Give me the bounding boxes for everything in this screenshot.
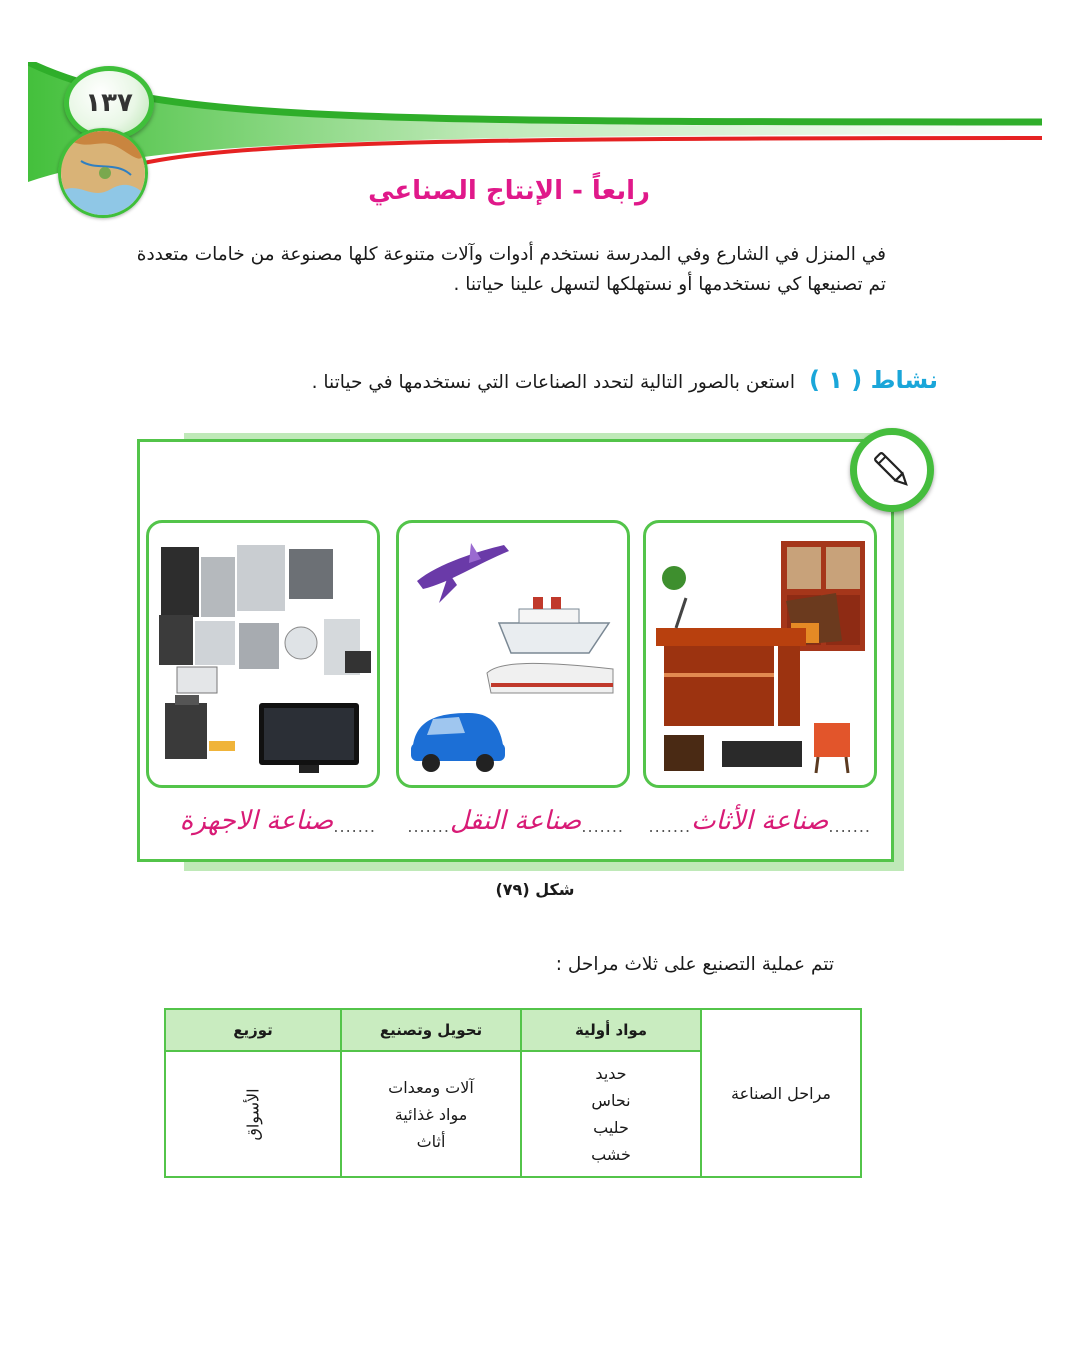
intro-line-1: في المنزل في الشارع وفي المدرسة نستخدم أدوات وآلات متنوعة كلها مصنوعة من خامات متعددة (136, 244, 886, 265)
list-item: حديد (595, 1064, 627, 1083)
answer-dots: ....... (581, 817, 624, 836)
intro-line-2: تم تصنيعها كي نستخدمها أو نستهلكها لتسهل علينا حياتنا . (453, 274, 886, 295)
header-processing: تحويل وتصنيع (341, 1009, 521, 1051)
answer-dots: ....... (648, 817, 692, 836)
header-raw-materials: مواد أولية (521, 1009, 701, 1051)
section-title: رابعاً - الإنتاج الصناعي (368, 176, 650, 206)
transport-illustration (399, 523, 627, 785)
panel-appliances (146, 520, 380, 788)
answer-dots: ....... (333, 817, 376, 836)
activity-heading (312, 366, 938, 394)
answer-dots: ....... (407, 817, 450, 836)
stages-intro: تتم عملية التصنيع على ثلاث مراحل : (555, 954, 834, 975)
raw-materials-cell (521, 1051, 701, 1177)
figure-caption: شكل (٧٩) (495, 880, 575, 899)
list-item: نحاس (591, 1091, 631, 1110)
list-item: أثاث (416, 1131, 446, 1151)
furniture-illustration (646, 523, 874, 785)
list-item: خشب (591, 1145, 631, 1164)
pencil-badge (850, 428, 934, 512)
panel-transport (396, 520, 630, 788)
activity-text: استعن بالصور التالية لتحدد الصناعات التي نستخدمها في حياتنا . (311, 372, 796, 393)
table-header-row (165, 1009, 861, 1051)
header-distribution: توزيع (165, 1009, 341, 1051)
answer-appliances-text: صناعة الاجهزة (179, 806, 334, 836)
distribution-cell (165, 1051, 341, 1177)
page-number: ١٣٧ (85, 88, 133, 118)
distribution-text: الأسواق (243, 1087, 263, 1141)
panel-furniture (643, 520, 877, 788)
stages-table (164, 1008, 862, 1178)
activity-label: نشاط ( ١ ) (808, 366, 938, 394)
answer-furniture (648, 796, 871, 836)
answer-appliances (158, 796, 376, 836)
answer-transport-text: صناعة النقل (449, 806, 582, 836)
pencil-icon (868, 446, 916, 494)
answer-transport (407, 796, 624, 836)
intro-paragraph (126, 240, 886, 300)
answer-furniture-text: صناعة الأثاث (691, 806, 829, 836)
list-item: آلات ومعدات (388, 1077, 474, 1097)
list-item: حليب (593, 1118, 629, 1137)
map-thumbnail (58, 128, 148, 218)
row-label: مراحل الصناعة (701, 1009, 861, 1177)
answer-dots: ....... (828, 817, 871, 836)
list-item: مواد غذائية (394, 1104, 468, 1124)
header-ribbon (28, 62, 1042, 182)
appliances-illustration (149, 523, 377, 785)
processing-cell (341, 1051, 521, 1177)
